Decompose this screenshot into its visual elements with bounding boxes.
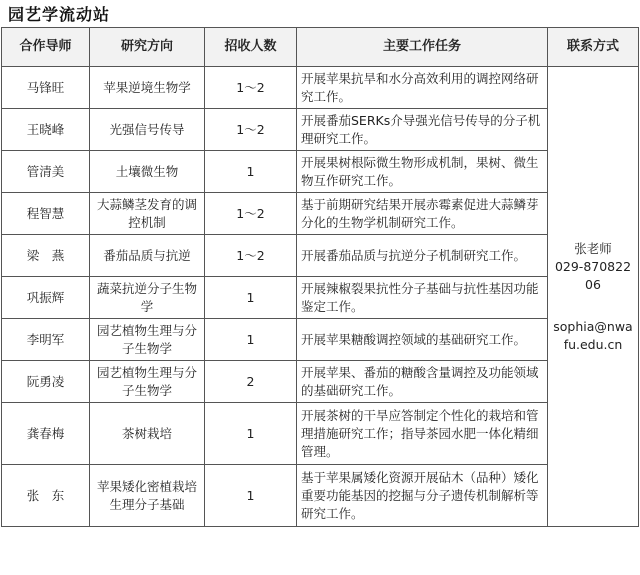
direction-cell: 苹果逆境生物学: [90, 67, 205, 109]
count-cell: 1: [205, 403, 297, 465]
task-cell: 开展辣椒裂果抗性分子基础与抗性基因功能鉴定工作。: [297, 277, 548, 319]
table-header-row: [2, 28, 639, 67]
contact-cell: [548, 67, 639, 527]
mentor-cell: 管清美: [2, 151, 90, 193]
header-contact: 联系方式: [548, 28, 639, 67]
mentor-table: [1, 27, 639, 527]
mentor-cell: 王晓峰: [2, 109, 90, 151]
count-cell: 1: [205, 277, 297, 319]
mentor-cell: 巩振辉: [2, 277, 90, 319]
table-row: [2, 319, 639, 361]
task-cell: 开展苹果、番茄的糖酸含量调控及功能领域的基础研究工作。: [297, 361, 548, 403]
mentor-cell: 程智慧: [2, 193, 90, 235]
table-row: [2, 235, 639, 277]
count-cell: 1: [205, 465, 297, 527]
header-task: 主要工作任务: [297, 28, 548, 67]
direction-cell: 土壤微生物: [90, 151, 205, 193]
mentor-cell: 梁 燕: [2, 235, 90, 277]
table-row: [2, 67, 639, 109]
table-row: [2, 361, 639, 403]
contact-phone: 029-87082206: [554, 258, 632, 292]
direction-cell: 大蒜鳞茎发育的调控机制: [90, 193, 205, 235]
table-row: [2, 465, 639, 527]
count-cell: 1: [205, 319, 297, 361]
direction-cell: 番茄品质与抗逆: [90, 235, 205, 277]
header-direction: 研究方向: [90, 28, 205, 67]
mentor-cell: 龚春梅: [2, 403, 90, 465]
header-mentor: 合作导师: [2, 28, 90, 67]
mentor-cell: 马锋旺: [2, 67, 90, 109]
page-title: 园艺学流动站: [8, 5, 111, 24]
direction-cell: 园艺植物生理与分子生物学: [90, 319, 205, 361]
task-cell: 开展果树根际微生物形成机制，果树、微生物互作研究工作。: [297, 151, 548, 193]
direction-cell: 光强信号传导: [90, 109, 205, 151]
direction-cell: 苹果矮化密植栽培生理分子基础: [90, 465, 205, 527]
count-cell: 1～2: [205, 235, 297, 277]
task-cell: 开展番茄SERKs介导强光信号传导的分子机理研究工作。: [297, 109, 548, 151]
count-cell: 1～2: [205, 193, 297, 235]
task-cell: 开展苹果糖酸调控领域的基础研究工作。: [297, 319, 548, 361]
table-row: [2, 277, 639, 319]
mentor-cell: 张 东: [2, 465, 90, 527]
count-cell: 1～2: [205, 67, 297, 109]
direction-cell: 茶树栽培: [90, 403, 205, 465]
task-cell: 基于前期研究结果开展赤霉素促进大蒜鳞芽分化的生物学机制研究工作。: [297, 193, 548, 235]
direction-cell: 蔬菜抗逆分子生物学: [90, 277, 205, 319]
table-row: [2, 151, 639, 193]
table-row: [2, 193, 639, 235]
count-cell: 1～2: [205, 109, 297, 151]
table-row: [2, 109, 639, 151]
table-body: [2, 67, 639, 527]
mentor-cell: 李明军: [2, 319, 90, 361]
task-cell: 基于苹果属矮化资源开展砧木（品种）矮化重要功能基因的挖掘与分子遗传机制解析等研究工作。: [297, 465, 548, 527]
header-count: 招收人数: [205, 28, 297, 67]
contact-name: 张老师: [574, 240, 612, 256]
mentor-cell: 阮勇凌: [2, 361, 90, 403]
contact-email[interactable]: sophia@nwafu.edu.cn: [553, 318, 633, 352]
table-row: [2, 403, 639, 465]
direction-cell: 园艺植物生理与分子生物学: [90, 361, 205, 403]
task-cell: 开展苹果抗旱和水分高效利用的调控网络研究工作。: [297, 67, 548, 109]
task-cell: 开展茶树的干旱应答制定个性化的栽培和管理措施研究工作；指导茶园水肥一体化精细管理。: [297, 403, 548, 465]
task-cell: 开展番茄品质与抗逆分子机制研究工作。: [297, 235, 548, 277]
count-cell: 2: [205, 361, 297, 403]
count-cell: 1: [205, 151, 297, 193]
